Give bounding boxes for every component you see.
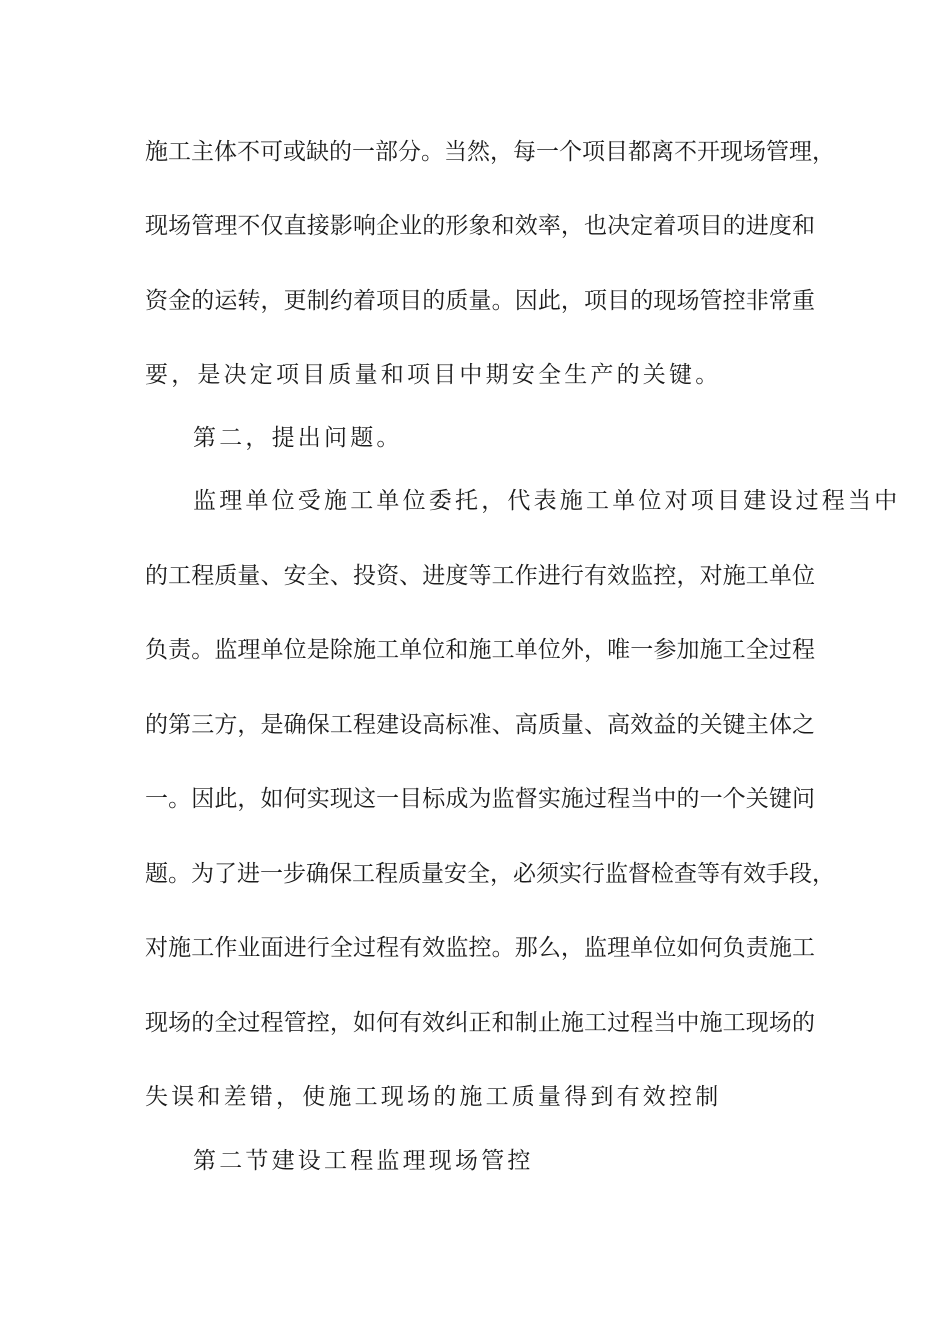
section-heading: 第二节建设工程监理现场管控 (193, 1148, 534, 1174)
text-line-6: 监理单位受施工单位委托，代表施工单位对项目建设过程当中 (193, 488, 901, 514)
text-line-12: 对施工作业面进行全过程有效监控。那么，监理单位如何负责施工 (145, 935, 815, 961)
text-line-13: 现场的全过程管控，如何有效纠正和制止施工过程当中施工现场的 (145, 1010, 815, 1036)
text-line-14: 失误和差错，使施工现场的施工质量得到有效控制 (145, 1084, 722, 1110)
text-line-7: 的工程质量、安全、投资、进度等工作进行有效监控，对施工单位 (145, 563, 815, 589)
section-subheading: 第二，提出问题。 (193, 425, 403, 451)
text-line-9: 的第三方，是确保工程建设高标准、高质量、高效益的关键主体之 (145, 712, 815, 738)
text-line-3: 资金的运转，更制约着项目的质量。因此，项目的现场管控非常重 (145, 288, 815, 314)
text-line-8: 负责。监理单位是除施工单位和施工单位外，唯一参加施工全过程 (145, 637, 815, 663)
text-line-11: 题。为了进一步确保工程质量安全，必须实行监督检查等有效手段， (145, 861, 835, 887)
text-line-10: 一。因此，如何实现这一目标成为监督实施过程当中的一个关键问 (145, 786, 815, 812)
text-line-1: 施工主体不可或缺的一部分。当然，每一个项目都离不开现场管理， (145, 139, 835, 165)
text-line-4: 要，是决定项目质量和项目中期安全生产的关键。 (145, 362, 722, 388)
text-line-2: 现场管理不仅直接影响企业的形象和效率，也决定着项目的进度和 (145, 213, 815, 239)
